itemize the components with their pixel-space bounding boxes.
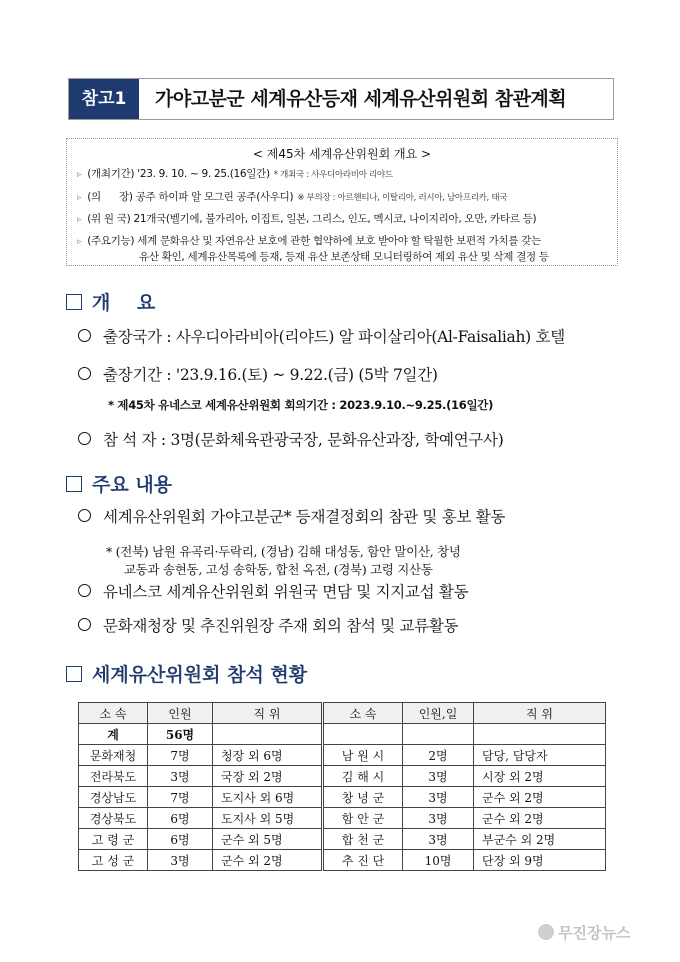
overview-row [77,233,541,248]
overview-row [77,189,507,204]
circle-bullet-icon [78,618,91,631]
list-item: 출장국가 : 사우디아라비아(리야드) 알 파이살리아(Al-Faisaliah) 호텔 [78,325,565,347]
overview-row-label: (주요기능) [87,235,135,247]
square-bullet-icon [66,294,82,310]
circle-bullet-icon [78,432,91,445]
list-item: 유네스코 세계유산위원회 위원국 면담 및 지지교섭 활동 [78,580,468,602]
overview-row-note: ※ 부의장 : 아르헨티나, 이탈리아, 러시아, 남아프리카, 태국 [297,193,508,203]
list-item: 세계유산위원회 가야고분군* 등재결정회의 참관 및 홍보 활동 [78,505,505,527]
table-row: 고 령 군 6명 군수 외 5명 합 천 군 3명 부군수 외 2명 [79,829,606,850]
column-header: 소 속 [79,703,148,724]
column-header: 직 위 [474,703,606,724]
watermark: 무진장뉴스 [538,922,630,943]
square-bullet-icon [66,666,82,682]
triangle-bullet-icon: ▹ [77,170,82,180]
list-item: 문화재청장 및 추진위원장 주재 회의 참석 및 교류활동 [78,614,458,636]
heritage-sites-note: 교동과 송현동, 고성 송학동, 합천 옥전, (경북) 고령 지산동 [124,562,433,577]
table-row: 경상북도 6명 도지사 외 5명 함 안 군 3명 군수 외 2명 [79,808,606,829]
circle-bullet-icon [78,367,91,380]
overview-row-label: (개최기간) [87,168,135,180]
overview-row-text: 세계 문화유산 및 자연유산 보호에 관한 협약하에 보호 받아야 할 탁월한 보편적 가치를 갖는 [137,235,541,247]
overview-row-label: (위 원 국) [87,213,131,225]
triangle-bullet-icon: ▹ [77,237,82,247]
overview-row [77,166,393,181]
section-heading-main-content: 주요 내용 [66,470,172,497]
table-total-row [79,724,606,745]
column-header: 직 위 [213,703,323,724]
overview-heading: < 제45차 세계유산위원회 개요 > [252,147,432,161]
total-count: 56명 [148,724,213,745]
section-heading-attendance: 세계유산위원회 참석 현황 [66,660,307,687]
table-header-row [79,703,606,724]
watermark-logo-icon [538,924,554,940]
column-header: 소 속 [323,703,403,724]
meeting-period-note: * 제45차 유네스코 세계유산위원회 회의기간 : 2023.9.10.~9.25.(16일간) [108,398,494,412]
triangle-bullet-icon: ▹ [77,193,82,203]
title-bar [68,78,614,120]
reference-tag: 참고1 [69,79,139,119]
overview-row-note: * 개최국 : 사우디아라비아 리야드 [273,170,393,180]
circle-bullet-icon [78,329,91,342]
circle-bullet-icon [78,509,91,522]
heritage-sites-note: * (전북) 남원 유곡리·두락리, (경남) 김해 대성동, 함안 말이산, 창녕 [106,544,461,559]
table-row: 경상남도 7명 도지사 외 6명 창 녕 군 3명 군수 외 2명 [79,787,606,808]
triangle-bullet-icon: ▹ [77,215,82,225]
table-row: 고 성 군 3명 군수 외 2명 추 진 단 10명 단장 외 9명 [79,850,606,871]
overview-row [77,211,536,226]
overview-row-text: 공주 하이파 알 모그린 공주(사우디) [135,191,294,203]
column-header: 인원 [148,703,213,724]
total-label: 계 [79,724,148,745]
overview-row-label: (의 장) [87,191,133,203]
overview-continuation: 유산 확인, 세계유산목록에 등재, 등재 유산 보존상태 모니터링하여 제외 유산 및 삭제 결정 등 [139,251,549,263]
attendance-table [78,702,606,871]
column-header: 인원,일 [403,703,474,724]
table-row: 문화재청 7명 청장 외 6명 남 원 시 2명 담당, 담당자 [79,745,606,766]
circle-bullet-icon [78,584,91,597]
table-row: 전라북도 3명 국장 외 2명 김 해 시 3명 시장 외 2명 [79,766,606,787]
square-bullet-icon [66,476,82,492]
section-heading-overview: 개 요 [66,288,155,315]
page-title: 가야고분군 세계유산등재 세계유산위원회 참관계획 [155,88,567,110]
list-item: 출장기간 : '23.9.16.(토) ~ 9.22.(금) (5박 7일간) [78,363,438,385]
list-item: 참 석 자 : 3명(문화체육관광국장, 문화유산과장, 학예연구사) [78,428,503,450]
overview-box [66,138,618,266]
overview-row-text: '23. 9. 10. ~ 9. 25.(16일간) [137,168,270,180]
overview-row-text: 21개국(벨기에, 불가리아, 이집트, 일본, 그리스, 인도, 멕시코, 나이지리아, 오만, 카타르 등) [133,213,537,225]
